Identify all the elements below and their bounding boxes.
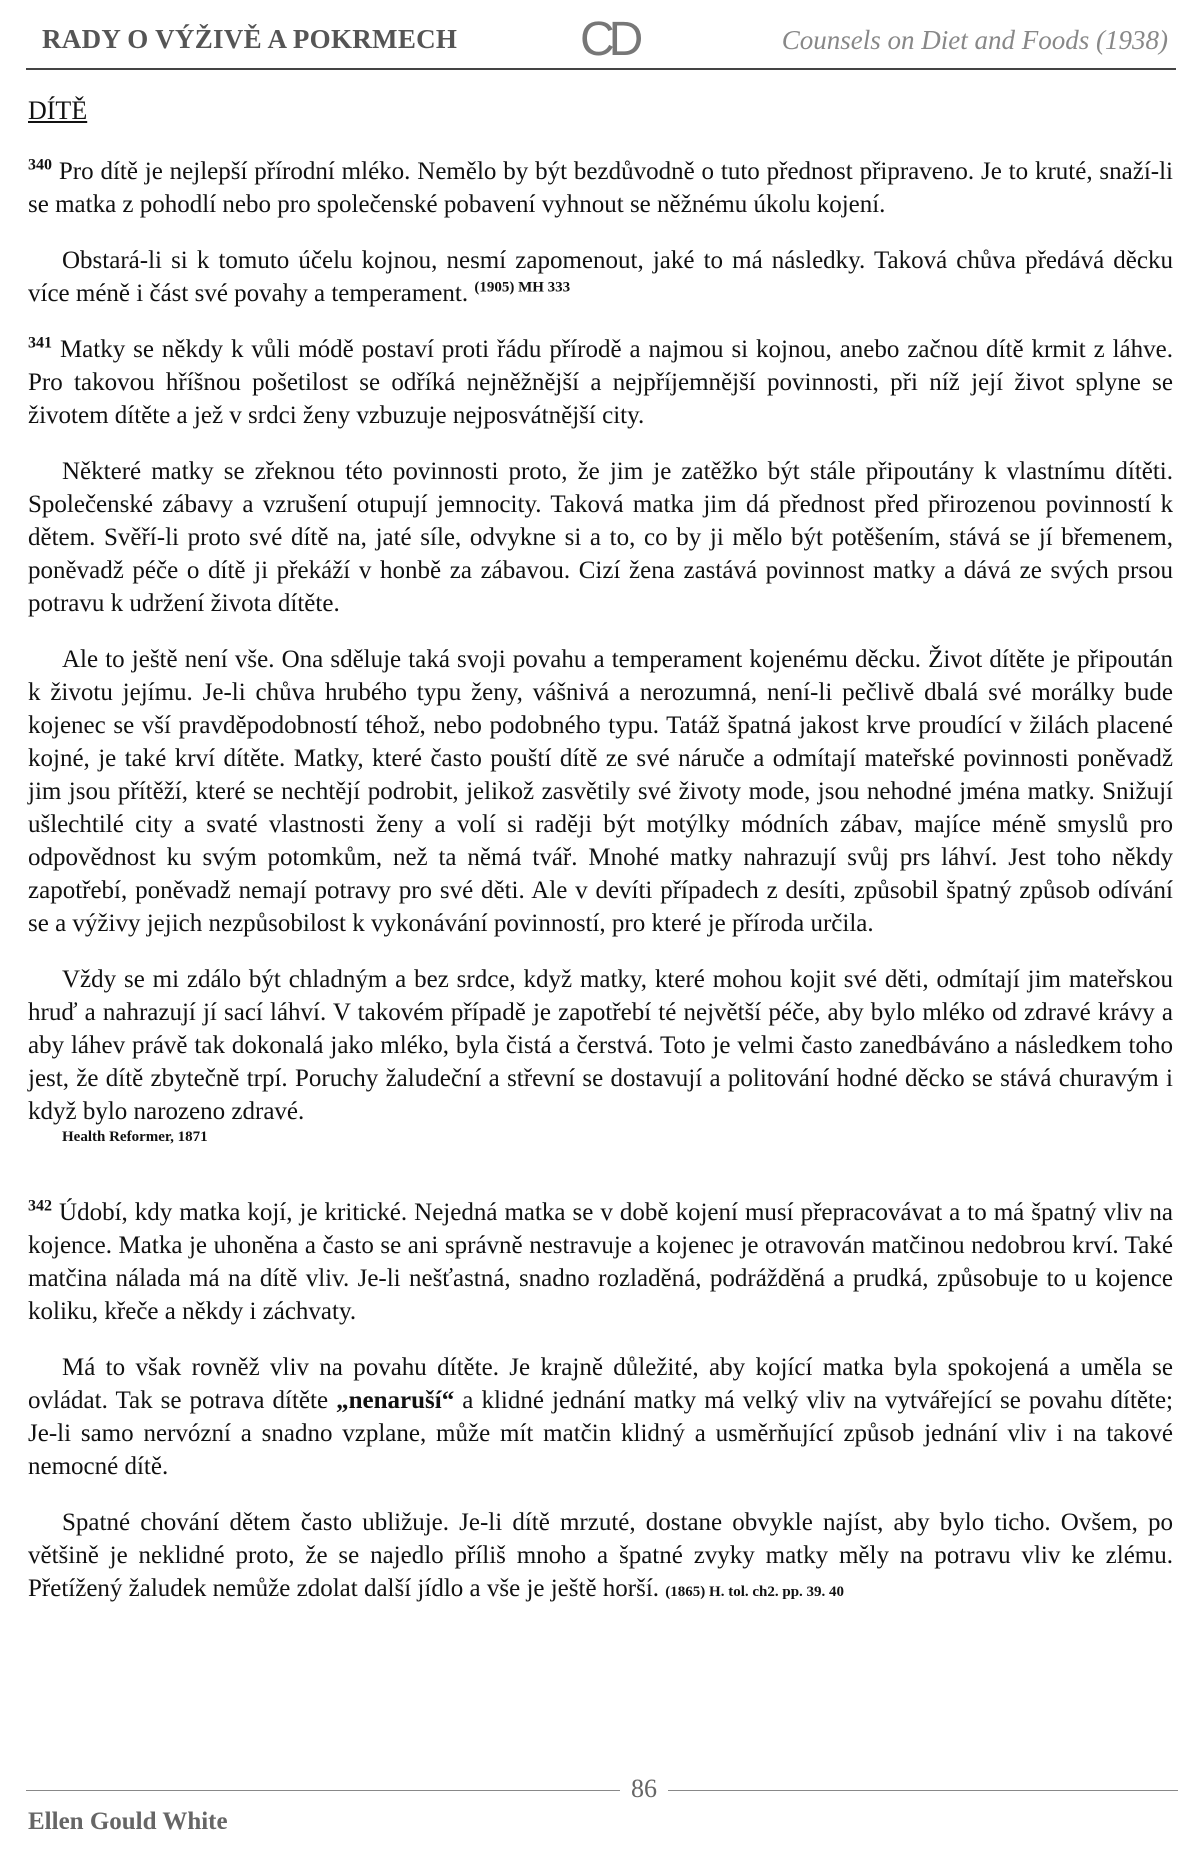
paragraph-number-341: 341 [28,334,52,352]
paragraph-number-340: 340 [28,156,52,174]
header-english-title: Counsels on Diet and Foods (1938) [781,25,1168,55]
paragraph-text: Obstará-li si k tomuto účelu kojnou, nesmí zapomenout, jaké to má následky. Taková chůva předává děcku více méně i část své povahy a temperament. [28,247,1173,307]
paragraph-340-2 [28,244,1173,310]
source-reference: (1905) MH 333 [474,279,571,296]
page-content [28,94,1173,1632]
page-header [26,13,1176,70]
paragraph-text: Pro dítě je nejlepší přírodní mléko. Nemělo by být bezdůvodně o tuto přednost připraveno. Je to kruté, snaží-li se matka z pohodlí nebo pro společenské pobavení vyhnout se něžnému úkolu kojení. [28,158,1174,218]
section-title: DÍTĚ [28,96,88,125]
paragraph-341-1 [28,333,1173,432]
paragraph-number-342: 342 [28,1197,52,1215]
cd-logo: CD [580,13,638,66]
page-number: 86 [631,1774,657,1803]
header-book-title: RADY O VÝŽIVĚ A POKRMECH [42,24,458,54]
paragraph-341-3: Ale to ještě není vše. Ona sděluje taká svoji povahu a temperament kojenému děcku. Život dítěte je připoután k životu jejímu. Je-li chůva hrubého typu ženy, vášnivá a nerozumná, není-li pečlivě dbalá své morálky bude kojenec se vší pravděpodobností téhož, nebo podobného typu. Tatáž špatná jakost krve proudící v žilách placené kojné, je také krví dítěte. Matky, které často pouští dítě ze své náruče a odmítají mateřské povinnosti poněvadž jim jsou přítěží, které se nechtějí podrobit, jelikož zasvětily své životy mode, jsou nehodné jména matky. Snižují ušlechtilé city a svaté vlastnosti ženy a volí si raději být motýlky módních zábav, majíce méně smyslů pro odpovědnost ku svým potomkům, než ta němá tvář. Mnohé matky nahrazují svůj prs láhví. Jest toho někdy zapotřebí, poněvadž nemají potravy pro své děti. Ale v devíti případech z desíti, způsobil špatný způsob odívání se a výživy jejich nezpůsobilost k vykonávání povinností, pro které je příroda určila. [28,646,1173,937]
paragraph-340-1 [28,155,1173,221]
paragraph-341-4 [28,963,1173,1146]
source-reference: (1865) H. tol. ch2. pp. 39. 40 [665,1584,845,1600]
paragraph-text: Údobí, kdy matka kojí, je kritické. Nejedná matka se v době kojení musí přepracovávat a to má špatný vliv na kojence. Matka je uhoněna a často se ani správně nestravuje a kojenec je otravován matčinou nedobrou krví. Také matčina nálada má na dítě vliv. Je-li nešťastná, snadno rozladěná, podrážděná a prudká, způsobuje to u kojence koliku, křeče a někdy i záchvaty. [28,1199,1174,1325]
paragraph-342-3 [28,1506,1173,1609]
paragraph-text: a klidné jednání matky má velký vliv na vytvářející se povahu dítěte; Je-li samo nervózní a snadno vzplane, může mít matčin klidný a usměrňující způsob jednání vliv i na takové nemocné dítě. [28,1387,1173,1480]
emphasized-word: „nenaruší“ [336,1387,455,1414]
footer-divider [668,1790,1178,1791]
paragraph-342-1 [28,1196,1173,1328]
footer-divider [26,1790,620,1791]
paragraph-342-2 [28,1351,1173,1483]
paragraph-text: Matky se někdy k vůli módě postaví proti řádu přírodě a najmou si kojnou, anebo začnou dítě krmit z láhve. Pro takovou hříšnou pošetilost se odříká nejněžnější a nejpříjemnější povinnosti, při níž její život splyne se životem dítěte a jež v srdci ženy vzbuzuje nejposvátnější city. [28,336,1173,429]
paragraph-341-2: Některé matky se zřeknou této povinnosti proto, že jim je zatěžko být stále připoutány k vlastnímu dítěti. Společenské zábavy a vzrušení otupují jemnocity. Taková matka jim dá přednost před přirozenou povinností k dětem. Svěří-li proto své dítě na, jaté síle, odvykne si a to, co by ji mělo být potěšením, stává se jí břemenem, poněvadž péče o dítě ji překáží v honbě za zábavou. Cizí žena zastává povinnost matky a dává ze svých prsou potravu k udržení života dítěte. [28,458,1173,617]
paragraph-text: Spatné chování dětem často ubližuje. Je-li dítě mrzuté, dostane obvykle najíst, aby bylo ticho. Ovšem, po většině je neklidné proto, že se najedlo příliš mnoho a špatné zvyky matky měly na potravu vliv ke zlému. Přetížený žaludek nemůže zdolat další jídlo a vše je ještě horší. [28,1509,1173,1602]
footer-author: Ellen Gould White [28,1808,228,1835]
source-reference: Health Reformer, 1871 [62,1129,208,1145]
paragraph-text: Vždy se mi zdálo být chladným a bez srdce, když matky, které mohou kojit své děti, odmítají jim mateřskou hruď a nahrazují jí sací láhví. V takovém případě je zapotřebí té největší péče, aby bylo mléko od zdravé krávy a aby láhev právě tak dokonalá jako mléko, byla čistá a čerstvá. Toto je velmi často zanedbáváno a následkem toho jest, že dítě zbytečně trpí. Poruchy žaludeční a střevní se dostavují a politování hodné děcko se stává churavým i když bylo narozeno zdravé. [28,966,1173,1125]
paragraph-text: Má to však rovněž vliv na povahu dítěte. Je krajně důležité, aby kojící matka byla spokojená a uměla se ovládat. Tak se potrava dítěte [28,1354,1173,1414]
